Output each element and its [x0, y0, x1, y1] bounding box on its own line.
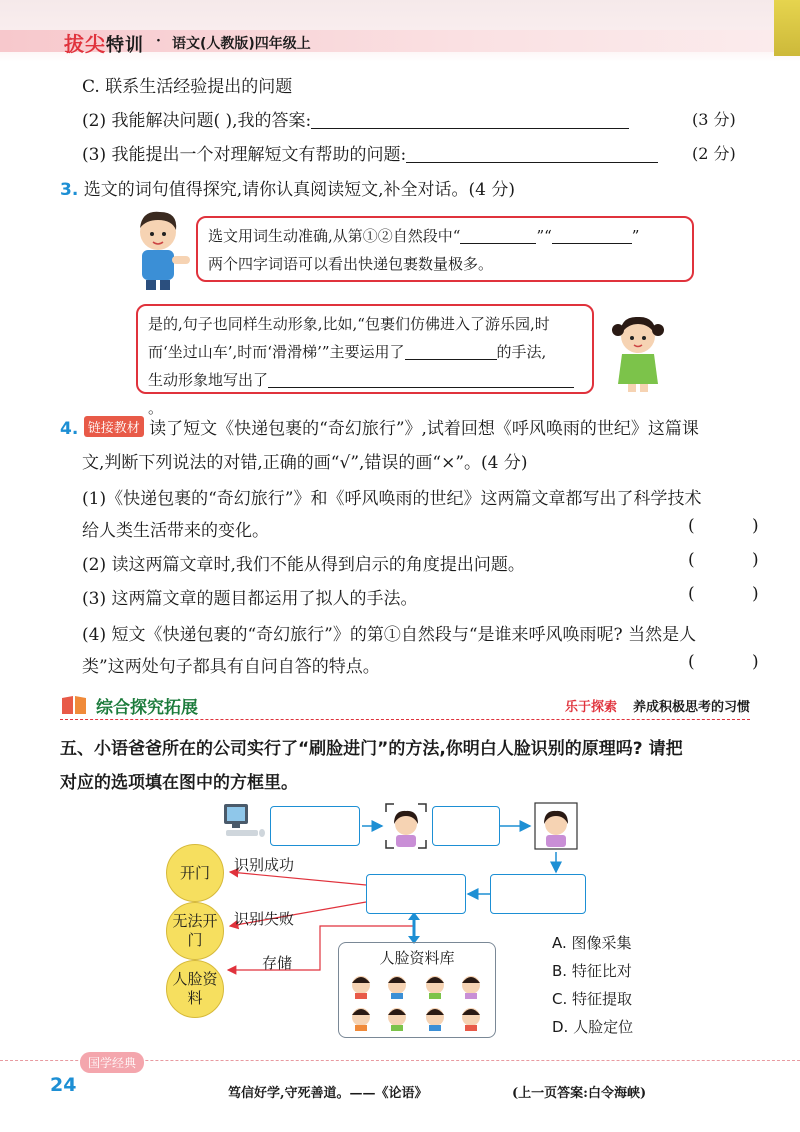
q2-sub3-score: (2 分): [692, 144, 736, 163]
q4-answer-2[interactable]: ( ): [688, 550, 785, 570]
option-a: A. 图像采集: [552, 934, 632, 952]
brand-logo: 拔尖特训: [64, 32, 144, 56]
footer-quote: 笃信好学,守死善道。——《论语》: [228, 1086, 428, 1101]
girl-line-1: 是的,句子也同样生动形象,比如,“包裹们仿佛进入了游乐园,时: [148, 315, 550, 333]
answer-box-2[interactable]: [432, 806, 500, 846]
subject-label: 语文(人教版)四年级上: [172, 36, 311, 52]
boy-line-2: 两个四字词语可以看出快递包裹数量极多。: [208, 255, 494, 273]
q2-option-c: C. 联系生活经验提出的问题: [82, 77, 293, 97]
face-data-circle: 人脸资料: [166, 960, 224, 1018]
q4-statement-4b: 类”这两处句子都具有自问自答的特点。: [82, 657, 380, 677]
q4-line-1: 4. 链接教材 读了短文《快递包裹的“奇幻旅行”》,试着回想《呼风唤雨的世纪》这篇课: [60, 414, 699, 439]
cannot-open-circle: 无法开门: [166, 902, 224, 960]
link-textbook-tag: 链接教材: [84, 416, 144, 437]
boy-line-1: 选文用词生动准确,从第①②自然段中“ ”“ ”: [208, 227, 640, 245]
q2-sub3: (3) 我能提出一个对理解短文有帮助的问题:: [82, 140, 658, 165]
face-database-box: [338, 942, 496, 1038]
label-fail: 识别失败: [234, 910, 295, 928]
q4-statement-1b: 给人类生活带来的变化。: [82, 521, 269, 541]
answer-box-4[interactable]: [366, 874, 466, 914]
option-c: C. 特征提取: [552, 990, 633, 1008]
girl-line-3: 生动形象地写出了。: [148, 366, 582, 422]
answer-box-3[interactable]: [490, 874, 586, 914]
face-capture-icon: [384, 802, 428, 850]
q4-answer-3[interactable]: ( ): [688, 584, 785, 604]
q4-statement-3: (3) 这两篇文章的题目都运用了拟人的手法。: [82, 589, 418, 609]
face-thumbnails-icon: [345, 969, 489, 1033]
q2-sub2: (2) 我能解决问题( ),我的答案:: [82, 106, 629, 131]
q4-statement-1a: (1)《快递包裹的“奇幻旅行”》和《呼风唤雨的世纪》这两篇文章都写出了科学技术: [82, 489, 702, 509]
footer-tag: 国学经典: [80, 1052, 144, 1073]
q4-line-2: 文,判断下列说法的对错,正确的画“√”,错误的画“×”。(4 分): [82, 453, 528, 473]
section-motto: 乐于探索 养成积极思考的习惯: [564, 700, 750, 715]
q5-line-1: 五、小语爸爸所在的公司实行了“刷脸进门”的方法,你明白人脸识别的原理吗? 请把: [60, 739, 683, 759]
q3-question: 3. 选文的词句值得探究,请你认真阅读短文,补全对话。(4 分): [60, 180, 515, 200]
label-success: 识别成功: [234, 856, 295, 874]
q4-answer-1[interactable]: ( ): [688, 516, 785, 536]
answer-box-1[interactable]: [270, 806, 360, 846]
q4-statement-2: (2) 读这两篇文章时,我们不能从得到启示的角度提出问题。: [82, 555, 525, 575]
label-store: 存储: [262, 954, 293, 972]
previous-page-answer: (上一页答案:白令海峡): [512, 1086, 647, 1101]
face-locate-icon: [534, 802, 578, 850]
option-d: D. 人脸定位: [552, 1018, 634, 1036]
header-separator: ·: [156, 33, 161, 49]
q2-sub2-score: (3 分): [692, 110, 736, 129]
section-title: 综合探究拓展: [96, 698, 198, 718]
open-door-circle: 开门: [166, 844, 224, 902]
page-number: 24: [50, 1074, 77, 1096]
q5-line-2: 对应的选项填在图中的方框里。: [60, 773, 298, 793]
girl-line-2: 而‘坐过山车’,时而‘滑滑梯’”主要运用了 的手法,: [148, 343, 547, 361]
option-b: B. 特征比对: [552, 962, 632, 980]
face-database-title: 人脸资料库: [379, 949, 455, 967]
q4-statement-4a: (4) 短文《快递包裹的“奇幻旅行”》的第①自然段与“是谁来呼风唤雨呢? 当然是人: [82, 625, 697, 645]
computer-icon: [222, 802, 266, 840]
q4-answer-4[interactable]: ( ): [688, 652, 785, 672]
